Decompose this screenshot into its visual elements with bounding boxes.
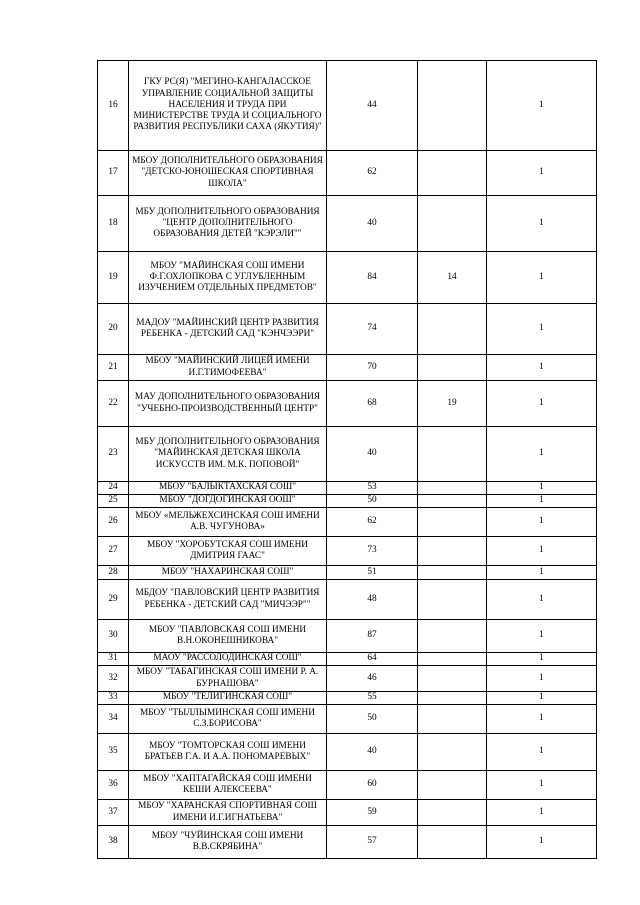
table-row [98,692,597,705]
table-row [98,427,597,482]
value-column-3-cell: 53 [327,482,418,495]
value-column-4-cell: 14 [418,252,487,304]
value-column-4-cell [418,566,487,580]
table-row [98,381,597,427]
value-column-3-cell: 59 [327,800,418,826]
organization-name-cell: МБОУ "НАХАРИНСКАЯ СОШ" [129,566,327,580]
organization-name-cell: ГКУ РС(Я) "МЕГИНО-КАНГАЛАССКОЕ УПРАВЛЕНИЕ СОЦИАЛЬНОЙ ЗАЩИТЫ НАСЕЛЕНИЯ И ТРУДА ПРИ МИНИСТЕРСТВЕ ТРУДА И СОЦИАЛЬНОГО РАЗВИТИЯ РЕСПУБЛИКИ САХА (ЯКУТИЯ)" [129,61,327,151]
value-column-4-cell [418,800,487,826]
value-column-5-cell: 1 [487,482,597,495]
value-column-3-cell: 51 [327,566,418,580]
organization-name-cell: МБУ ДОПОЛНИТЕЛЬНОГО ОБРАЗОВАНИЯ "МАЙИНСКАЯ ДЕТСКАЯ ШКОЛА ИСКУССТВ ИМ. М.К. ПОПОВОЙ" [129,427,327,482]
row-number-cell: 17 [98,151,129,196]
table-row [98,705,597,734]
value-column-4-cell [418,580,487,620]
row-number-cell: 20 [98,304,129,355]
organization-name-cell: МБОУ ДОПОЛНИТЕЛЬНОГО ОБРАЗОВАНИЯ "ДЕТСКО-ЮНОШЕСКАЯ СПОРТИВНАЯ ШКОЛА" [129,151,327,196]
row-number-cell: 28 [98,566,129,580]
value-column-3-cell: 64 [327,653,418,666]
value-column-4-cell [418,620,487,653]
table-row [98,61,597,151]
row-number-cell: 37 [98,800,129,826]
value-column-5-cell: 1 [487,537,597,566]
table-row [98,826,597,859]
value-column-5-cell: 1 [487,196,597,252]
organization-name-cell: МБОУ "ТАБАГИНСКАЯ СОШ ИМЕНИ Р. А. БУРНАШОВА" [129,666,327,692]
organization-name-cell: МБОУ "ПАВЛОВСКАЯ СОШ ИМЕНИ В.Н.ОКОНЕШНИКОВА" [129,620,327,653]
value-column-5-cell: 1 [487,508,597,537]
value-column-3-cell: 40 [327,427,418,482]
value-column-5-cell: 1 [487,692,597,705]
organization-name-cell: МБОУ "ХОРОБУТСКАЯ СОШ ИМЕНИ ДМИТРИЯ ГААС" [129,537,327,566]
row-number-cell: 18 [98,196,129,252]
table-row [98,734,597,771]
value-column-3-cell: 62 [327,151,418,196]
value-column-3-cell: 74 [327,304,418,355]
value-column-5-cell: 1 [487,566,597,580]
organization-name-cell: МАУ ДОПОЛНИТЕЛЬНОГО ОБРАЗОВАНИЯ "УЧЕБНО-ПРОИЗВОДСТВЕННЫЙ ЦЕНТР" [129,381,327,427]
organization-name-cell: МБОУ "БАЛЫКТАХСКАЯ СОШ" [129,482,327,495]
row-number-cell: 32 [98,666,129,692]
value-column-5-cell: 1 [487,653,597,666]
table-row [98,355,597,381]
value-column-5-cell: 1 [487,355,597,381]
value-column-3-cell: 44 [327,61,418,151]
table-row [98,771,597,800]
value-column-4-cell [418,826,487,859]
value-column-4-cell [418,427,487,482]
value-column-4-cell [418,151,487,196]
row-number-cell: 16 [98,61,129,151]
row-number-cell: 34 [98,705,129,734]
value-column-4-cell: 19 [418,381,487,427]
value-column-4-cell [418,61,487,151]
table-row [98,495,597,508]
value-column-5-cell: 1 [487,304,597,355]
organization-name-cell: МБОУ «МЕЛЬЖЕХСИНСКАЯ СОШ ИМЕНИ А.В. ЧУГУНОВА» [129,508,327,537]
value-column-3-cell: 40 [327,196,418,252]
value-column-5-cell: 1 [487,771,597,800]
value-column-4-cell [418,482,487,495]
table-row [98,580,597,620]
value-column-5-cell: 1 [487,427,597,482]
table-row [98,666,597,692]
value-column-4-cell [418,692,487,705]
table-row [98,537,597,566]
row-number-cell: 30 [98,620,129,653]
organization-name-cell: МБОУ "ХАПТАГАЙСКАЯ СОШ ИМЕНИ КЕШИ АЛЕКСЕЕВА" [129,771,327,800]
value-column-4-cell [418,495,487,508]
table-row [98,304,597,355]
table-row [98,566,597,580]
value-column-5-cell: 1 [487,734,597,771]
value-column-4-cell [418,653,487,666]
value-column-5-cell: 1 [487,381,597,427]
table-row [98,653,597,666]
value-column-3-cell: 50 [327,495,418,508]
value-column-4-cell [418,666,487,692]
value-column-5-cell: 1 [487,495,597,508]
row-number-cell: 21 [98,355,129,381]
organization-name-cell: МБОУ "ДОГДОГИНСКАЯ ООШ" [129,495,327,508]
organization-name-cell: МБОУ "ХАРАНСКАЯ СПОРТИВНАЯ СОШ ИМЕНИ И.Г.ИГНАТЬЕВА" [129,800,327,826]
row-number-cell: 25 [98,495,129,508]
row-number-cell: 26 [98,508,129,537]
organization-name-cell: МБОУ "ТЫЛЛЫМИНСКАЯ СОШ ИМЕНИ С.З.БОРИСОВА" [129,705,327,734]
value-column-3-cell: 70 [327,355,418,381]
row-number-cell: 24 [98,482,129,495]
row-number-cell: 29 [98,580,129,620]
value-column-3-cell: 87 [327,620,418,653]
value-column-5-cell: 1 [487,151,597,196]
row-number-cell: 19 [98,252,129,304]
value-column-3-cell: 62 [327,508,418,537]
value-column-5-cell: 1 [487,666,597,692]
value-column-4-cell [418,355,487,381]
row-number-cell: 22 [98,381,129,427]
table-row [98,196,597,252]
organization-name-cell: МБДОУ "ПАВЛОВСКИЙ ЦЕНТР РАЗВИТИЯ РЕБЕНКА - ДЕТСКИЙ САД "МИЧЭЭР"" [129,580,327,620]
value-column-4-cell [418,705,487,734]
table-body [98,61,597,859]
value-column-5-cell: 1 [487,800,597,826]
value-column-3-cell: 57 [327,826,418,859]
value-column-3-cell: 48 [327,580,418,620]
table-row [98,482,597,495]
row-number-cell: 27 [98,537,129,566]
value-column-4-cell [418,196,487,252]
value-column-3-cell: 84 [327,252,418,304]
value-column-3-cell: 46 [327,666,418,692]
organization-name-cell: МБОУ "МАЙИНСКИЙ ЛИЦЕЙ ИМЕНИ И.Г.ТИМОФЕЕВА" [129,355,327,381]
value-column-4-cell [418,734,487,771]
value-column-4-cell [418,537,487,566]
value-column-5-cell: 1 [487,61,597,151]
row-number-cell: 36 [98,771,129,800]
value-column-3-cell: 60 [327,771,418,800]
value-column-4-cell [418,508,487,537]
value-column-5-cell: 1 [487,826,597,859]
row-number-cell: 33 [98,692,129,705]
row-number-cell: 38 [98,826,129,859]
table-row [98,620,597,653]
value-column-5-cell: 1 [487,580,597,620]
value-column-3-cell: 50 [327,705,418,734]
value-column-3-cell: 73 [327,537,418,566]
row-number-cell: 31 [98,653,129,666]
value-column-4-cell [418,771,487,800]
value-column-3-cell: 55 [327,692,418,705]
organization-name-cell: МБОУ "ТЕЛИГИНСКАЯ СОШ" [129,692,327,705]
table-row [98,800,597,826]
organization-name-cell: МБОУ "ТОМТОРСКАЯ СОШ ИМЕНИ БРАТЬЕВ Г.А. И А.А. ПОНОМАРЕВЫХ" [129,734,327,771]
organization-name-cell: МАДОУ "МАЙИНСКИЙ ЦЕНТР РАЗВИТИЯ РЕБЕНКА - ДЕТСКИЙ САД "КЭНЧЭЭРИ" [129,304,327,355]
organizations-table [97,60,597,859]
organization-name-cell: МБОУ "МАЙИНСКАЯ СОШ ИМЕНИ Ф.Г.ОХЛОПКОВА С УГЛУБЛЕННЫМ ИЗУЧЕНИЕМ ОТДЕЛЬНЫХ ПРЕДМЕТОВ" [129,252,327,304]
value-column-4-cell [418,304,487,355]
organization-name-cell: МБОУ "ЧУЙИНСКАЯ СОШ ИМЕНИ В.В.СКРЯБИНА" [129,826,327,859]
value-column-5-cell: 1 [487,252,597,304]
value-column-3-cell: 40 [327,734,418,771]
organization-name-cell: МБУ ДОПОЛНИТЕЛЬНОГО ОБРАЗОВАНИЯ "ЦЕНТР ДОПОЛНИТЕЛЬНОГО ОБРАЗОВАНИЯ ДЕТЕЙ "КЭРЭЛИ"" [129,196,327,252]
table-row [98,151,597,196]
row-number-cell: 23 [98,427,129,482]
value-column-3-cell: 68 [327,381,418,427]
organization-name-cell: МАОУ "РАССОЛОДИНСКАЯ СОШ" [129,653,327,666]
table-row [98,252,597,304]
value-column-5-cell: 1 [487,620,597,653]
value-column-5-cell: 1 [487,705,597,734]
row-number-cell: 35 [98,734,129,771]
table-row [98,508,597,537]
